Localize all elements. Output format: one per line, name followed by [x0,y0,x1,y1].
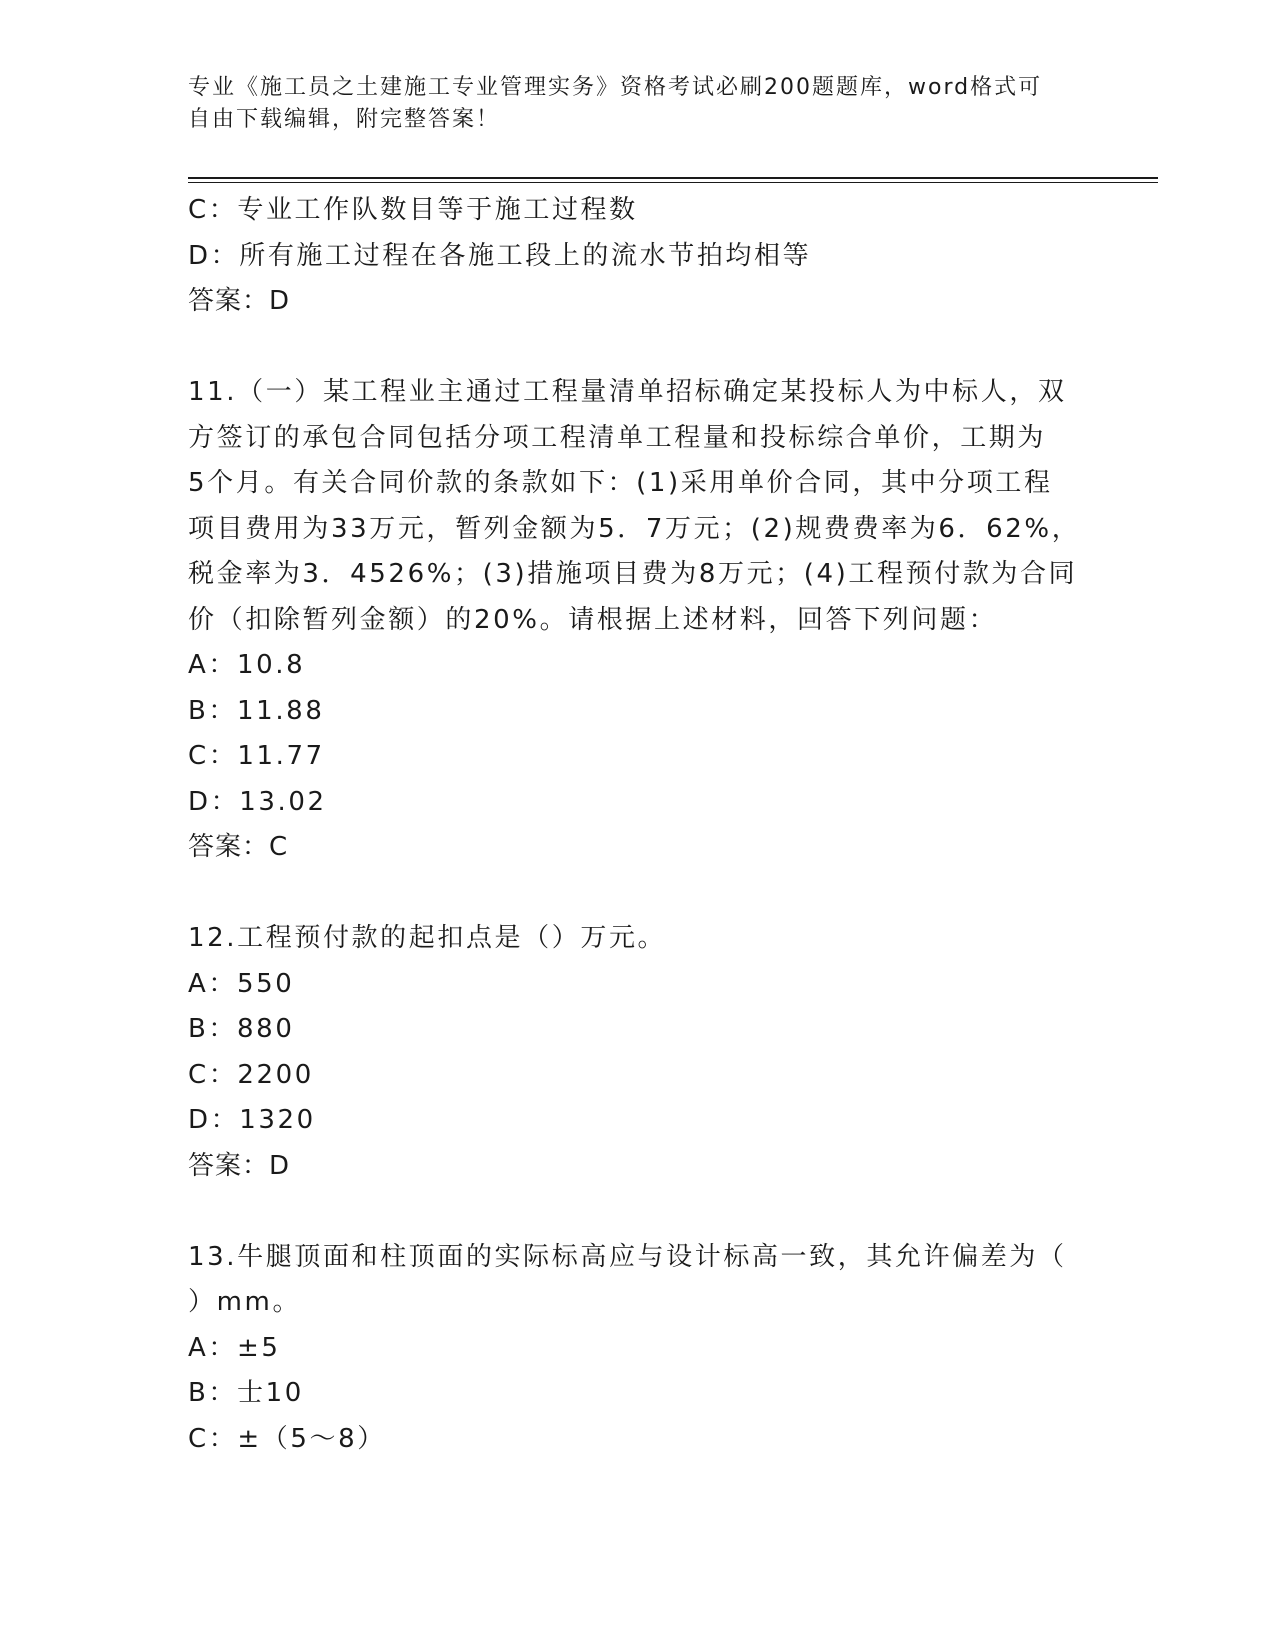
option-d: D：13.02 [188,786,327,817]
header-line-2: 自由下载编辑，附完整答案！ [188,107,501,132]
option-a: A：±5 [188,1332,281,1363]
question-stem-line: 项目费用为33万元，暂列金额为5．7万元；(2)规费费率为6．62%， [188,513,1081,544]
spacer [188,325,1088,371]
question-11 [188,370,1088,871]
option-c: C：专业工作队数目等于施工过程数 [188,195,638,225]
question-stem-line: 11.（一）某工程业主通过工程量清单招标确定某投标人为中标人，双 [188,377,1067,407]
header-rule-thin [188,182,1158,183]
page-header [188,72,1068,136]
question-stem-line: 13.牛腿顶面和柱顶面的实际标高应与设计标高一致，其允许偏差为（ [188,1241,1067,1272]
header-rule-thick [188,177,1158,179]
question-stem-line: 5个月。有关合同价款的条款如下：(1)采用单价合同，其中分项工程 [188,468,1053,498]
question-stem-line: 价（扣除暂列金额）的20%。请根据上述材料，回答下列问题： [188,604,998,635]
option-c: C：±（5～8） [188,1423,386,1454]
question-stem-line: ）mm。 [188,1287,302,1317]
question-10 [188,188,1088,325]
option-c: C：11.77 [188,741,325,771]
answer-line: 答案：C [188,832,289,862]
question-stem-line: 方签订的承包合同包括分项工程清单工程量和投标综合单价，工期为 [188,422,1047,453]
answer-line: 答案：D [188,286,291,316]
option-a: A：550 [188,968,295,999]
spacer [188,871,1088,917]
option-c: C：2200 [188,1059,314,1090]
option-d: D：所有施工过程在各施工段上的流水节拍均相等 [188,240,812,271]
option-d: D：1320 [188,1105,316,1135]
option-b: B：士10 [188,1378,304,1408]
option-a: A：10.8 [188,650,306,680]
question-content [188,188,1088,1462]
question-12 [188,916,1088,1189]
spacer [188,1189,1088,1235]
header-line-1: 专业《施工员之土建施工专业管理实务》资格考试必刷200题题库，word格式可 [188,75,1043,100]
question-stem-line: 税金率为3．4526%；(3)措施项目费为8万元；(4)工程预付款为合同 [188,559,1078,589]
question-stem-line: 12.工程预付款的起扣点是（）万元。 [188,923,667,953]
answer-line: 答案：D [188,1150,291,1181]
option-b: B：11.88 [188,695,325,726]
question-13 [188,1235,1088,1463]
option-b: B：880 [188,1014,295,1044]
